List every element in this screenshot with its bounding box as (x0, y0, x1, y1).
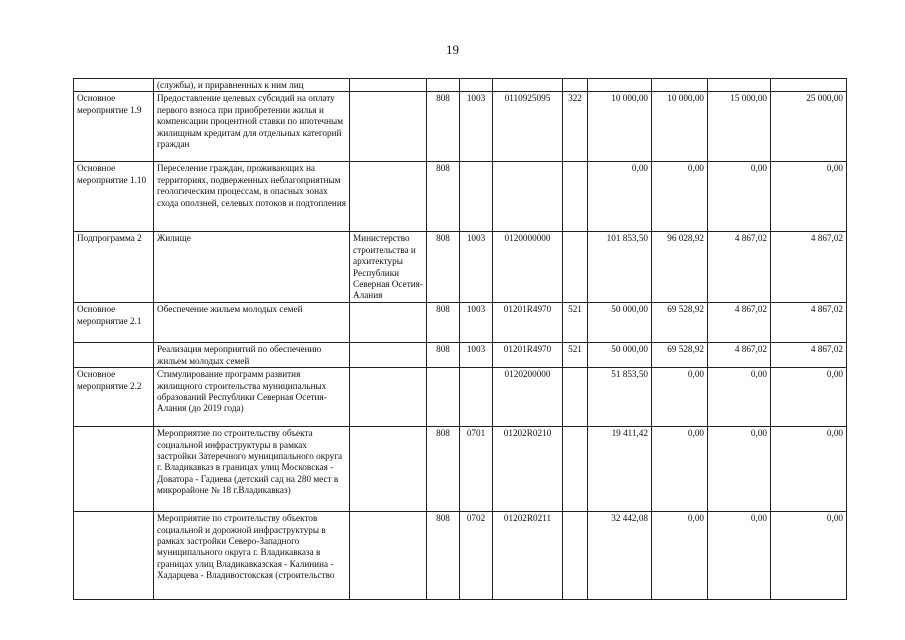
cell-vr (563, 512, 588, 600)
cell-csr (493, 427, 563, 512)
cell-grbs-text: 808 (436, 344, 450, 355)
cell-vr-text: 521 (568, 304, 582, 315)
cell-year1 (588, 427, 652, 512)
cell-year3 (708, 512, 771, 600)
cell-rzpr (460, 162, 493, 232)
cell-ministry (350, 92, 427, 162)
cell-year2 (652, 368, 708, 427)
cell-year4-text: 0,00 (826, 163, 843, 174)
cell-program-code (74, 162, 154, 232)
cell-vr-text: 322 (568, 93, 582, 104)
cell-name (154, 343, 350, 368)
table-row (74, 162, 847, 232)
cell-year3 (708, 427, 771, 512)
cell-name-text: Обеспечение жильем молодых семей (157, 304, 303, 315)
cell-name-text: Предоставление целевых субсидий на оплату первого взноса при приобретении жилья и компенсации процентной ставки по ипотечным жилищным кредитам для отдельных категорий граждан (157, 93, 344, 150)
table-row (74, 303, 847, 343)
cell-year4 (771, 92, 847, 162)
cell-csr-text: 01201R4970 (503, 304, 552, 315)
cell-csr (493, 79, 563, 92)
cell-csr-text: 01202R0210 (503, 428, 552, 439)
cell-year4-text: 0,00 (826, 428, 843, 439)
cell-grbs (427, 79, 460, 92)
cell-program-code-text: Основное мероприятие 2.2 (77, 369, 142, 391)
cell-rzpr (460, 368, 493, 427)
cell-csr (493, 368, 563, 427)
cell-year2 (652, 427, 708, 512)
cell-grbs (427, 232, 460, 303)
cell-name (154, 303, 350, 343)
cell-year2-text: 96 028,92 (667, 233, 704, 244)
cell-year2-text: 0,00 (687, 428, 704, 439)
cell-year3-text: 15 000,00 (730, 93, 767, 104)
cell-rzpr (460, 427, 493, 512)
cell-name-text: (службы), и приравненных к ним лиц (157, 80, 304, 90)
cell-grbs (427, 368, 460, 427)
cell-name-text: Стимулирование программ развития жилищного строительства муниципальных образований Республики Северная Осетия-Алания (до 2019 года) (157, 369, 327, 414)
cell-year3 (708, 368, 771, 427)
cell-vr (563, 79, 588, 92)
cell-program-code-text: Основное мероприятие 2.1 (77, 304, 142, 326)
cell-rzpr-text: 0702 (466, 513, 486, 524)
table-row (74, 79, 847, 92)
cell-year4 (771, 343, 847, 368)
cell-grbs (427, 92, 460, 162)
cell-rzpr (460, 512, 493, 600)
cell-program-code (74, 368, 154, 427)
cell-year1-text: 10 000,00 (611, 93, 648, 104)
cell-year2 (652, 162, 708, 232)
cell-name (154, 427, 350, 512)
cell-program-code (74, 232, 154, 303)
cell-year3-text: 0,00 (750, 369, 767, 380)
cell-ministry (350, 162, 427, 232)
table-row (74, 92, 847, 162)
cell-year3 (708, 79, 771, 92)
cell-grbs (427, 427, 460, 512)
budget-table (73, 78, 847, 600)
cell-csr-text: 01202R0211 (503, 513, 552, 524)
cell-year2-text: 69 528,92 (667, 344, 704, 355)
cell-grbs-text: 808 (436, 513, 450, 524)
cell-year1-text: 0,00 (631, 163, 648, 174)
cell-csr-text: 01201R4970 (503, 344, 552, 355)
cell-year4 (771, 79, 847, 92)
cell-program-code-text: Подпрограмма 2 (77, 233, 142, 244)
cell-year4 (771, 162, 847, 232)
cell-name (154, 92, 350, 162)
cell-name (154, 79, 350, 92)
cell-vr (563, 232, 588, 303)
cell-year4-text: 0,00 (826, 369, 843, 380)
table-row (74, 368, 847, 427)
cell-year1 (588, 343, 652, 368)
cell-year3 (708, 303, 771, 343)
cell-csr (493, 343, 563, 368)
cell-program-code (74, 512, 154, 600)
cell-name (154, 162, 350, 232)
cell-year3-text: 4 867,02 (734, 304, 767, 315)
cell-vr (563, 303, 588, 343)
table-row (74, 427, 847, 512)
cell-vr (563, 343, 588, 368)
cell-rzpr (460, 92, 493, 162)
cell-year4 (771, 232, 847, 303)
cell-year1-text: 50 000,00 (611, 304, 648, 315)
cell-program-code (74, 303, 154, 343)
cell-vr (563, 162, 588, 232)
cell-year1-text: 50 000,00 (611, 344, 648, 355)
cell-csr (493, 162, 563, 232)
cell-csr (493, 92, 563, 162)
table-row (74, 343, 847, 368)
cell-name-text: Переселение граждан, проживающих на территориях, подверженных неблагоприятным геологическим процессам, в опасных зонах схода оползней, селевых потоков и подтопления (157, 163, 346, 208)
cell-year4-text: 0,00 (826, 513, 843, 524)
cell-ministry (350, 303, 427, 343)
cell-ministry (350, 79, 427, 92)
cell-grbs-text: 808 (436, 93, 450, 104)
cell-ministry (350, 343, 427, 368)
cell-year3 (708, 92, 771, 162)
cell-name-text: Реализация мероприятий по обеспечению жильем молодых семей (157, 344, 322, 366)
cell-year4 (771, 303, 847, 343)
cell-csr (493, 512, 563, 600)
cell-year2 (652, 79, 708, 92)
cell-program-code (74, 427, 154, 512)
cell-year3 (708, 343, 771, 368)
table-row (74, 512, 847, 600)
cell-year4-text: 4 867,02 (810, 344, 843, 355)
cell-year3-text: 4 867,02 (734, 344, 767, 355)
cell-csr-text: 0120200000 (504, 369, 551, 380)
page-number: 19 (446, 42, 459, 57)
cell-year1 (588, 232, 652, 303)
cell-year4 (771, 427, 847, 512)
cell-csr-text: 0110925095 (504, 93, 551, 104)
cell-year1 (588, 368, 652, 427)
cell-year3-text: 0,00 (750, 163, 767, 174)
cell-ministry (350, 512, 427, 600)
cell-name-text: Жилище (157, 233, 191, 244)
cell-year2 (652, 512, 708, 600)
cell-name (154, 368, 350, 427)
cell-program-code-text: Основное мероприятие 1.9 (77, 93, 142, 115)
cell-year1 (588, 512, 652, 600)
cell-name-text: Мероприятие по строительству объектов социальной и дорожной инфраструктуры в рамках застройки Северо-Западного муниципального округа г. Владикавказа в границах улиц Владикавказская - Калинина - Хадарцева - Владивостокская (строительство (157, 513, 335, 581)
cell-year3 (708, 232, 771, 303)
cell-rzpr-text: 1003 (466, 233, 486, 244)
cell-grbs (427, 162, 460, 232)
cell-name (154, 512, 350, 600)
cell-rzpr (460, 79, 493, 92)
cell-year1 (588, 303, 652, 343)
cell-vr-text: 521 (568, 344, 582, 355)
cell-grbs-text: 808 (436, 428, 450, 439)
table-row (74, 232, 847, 303)
cell-year4 (771, 512, 847, 600)
cell-year1-text: 32 442,08 (611, 513, 648, 524)
cell-ministry-text: Министерство строительства и архитектуры Республики Северная Осетия-Алания (353, 233, 423, 301)
cell-grbs (427, 343, 460, 368)
cell-year4-text: 4 867,02 (810, 233, 843, 244)
cell-year1-text: 101 853,50 (606, 233, 648, 244)
cell-grbs (427, 512, 460, 600)
cell-year4-text: 25 000,00 (806, 93, 843, 104)
cell-year2-text: 10 000,00 (667, 93, 704, 104)
cell-rzpr-text: 1003 (466, 344, 486, 355)
cell-year3-text: 0,00 (750, 428, 767, 439)
cell-csr-text: 0120000000 (504, 233, 551, 244)
cell-year2 (652, 343, 708, 368)
cell-program-code-text: Основное мероприятие 1.10 (77, 163, 147, 185)
cell-year2-text: 0,00 (687, 513, 704, 524)
cell-vr (563, 427, 588, 512)
cell-year2-text: 0,00 (687, 163, 704, 174)
cell-rzpr-text: 0701 (466, 428, 486, 439)
cell-ministry (350, 427, 427, 512)
cell-year1 (588, 79, 652, 92)
cell-year2-text: 69 528,92 (667, 304, 704, 315)
cell-year4 (771, 368, 847, 427)
cell-year3-text: 4 867,02 (734, 233, 767, 244)
cell-year2 (652, 92, 708, 162)
cell-rzpr-text: 1003 (466, 93, 486, 104)
cell-year2-text: 0,00 (687, 369, 704, 380)
cell-rzpr (460, 303, 493, 343)
cell-grbs-text: 808 (436, 304, 450, 315)
cell-program-code (74, 79, 154, 92)
cell-rzpr (460, 343, 493, 368)
cell-year3-text: 0,00 (750, 513, 767, 524)
cell-year1 (588, 92, 652, 162)
cell-year2 (652, 303, 708, 343)
cell-year1-text: 51 853,50 (611, 369, 648, 380)
cell-csr (493, 232, 563, 303)
cell-name-text: Мероприятие по строительству объекта социальной инфраструктуры в рамках застройки Затеречного муниципального округа г. Владикавказ в границах улиц Московская - Доватора - Гадиева (детский сад на 280 мест в микрорайоне № 18 г.Владикавказ) (157, 428, 343, 496)
cell-rzpr (460, 232, 493, 303)
cell-rzpr-text: 1003 (466, 304, 486, 315)
cell-year3 (708, 162, 771, 232)
cell-ministry (350, 368, 427, 427)
cell-vr (563, 368, 588, 427)
cell-year1 (588, 162, 652, 232)
cell-year2 (652, 232, 708, 303)
cell-grbs-text: 808 (436, 233, 450, 244)
cell-grbs (427, 303, 460, 343)
cell-vr (563, 92, 588, 162)
cell-program-code (74, 92, 154, 162)
table-body (74, 79, 847, 600)
cell-year4-text: 4 867,02 (810, 304, 843, 315)
cell-csr (493, 303, 563, 343)
cell-grbs-text: 808 (436, 163, 450, 174)
cell-ministry (350, 232, 427, 303)
cell-name (154, 232, 350, 303)
cell-program-code (74, 343, 154, 368)
cell-year1-text: 19 411,42 (611, 428, 648, 439)
